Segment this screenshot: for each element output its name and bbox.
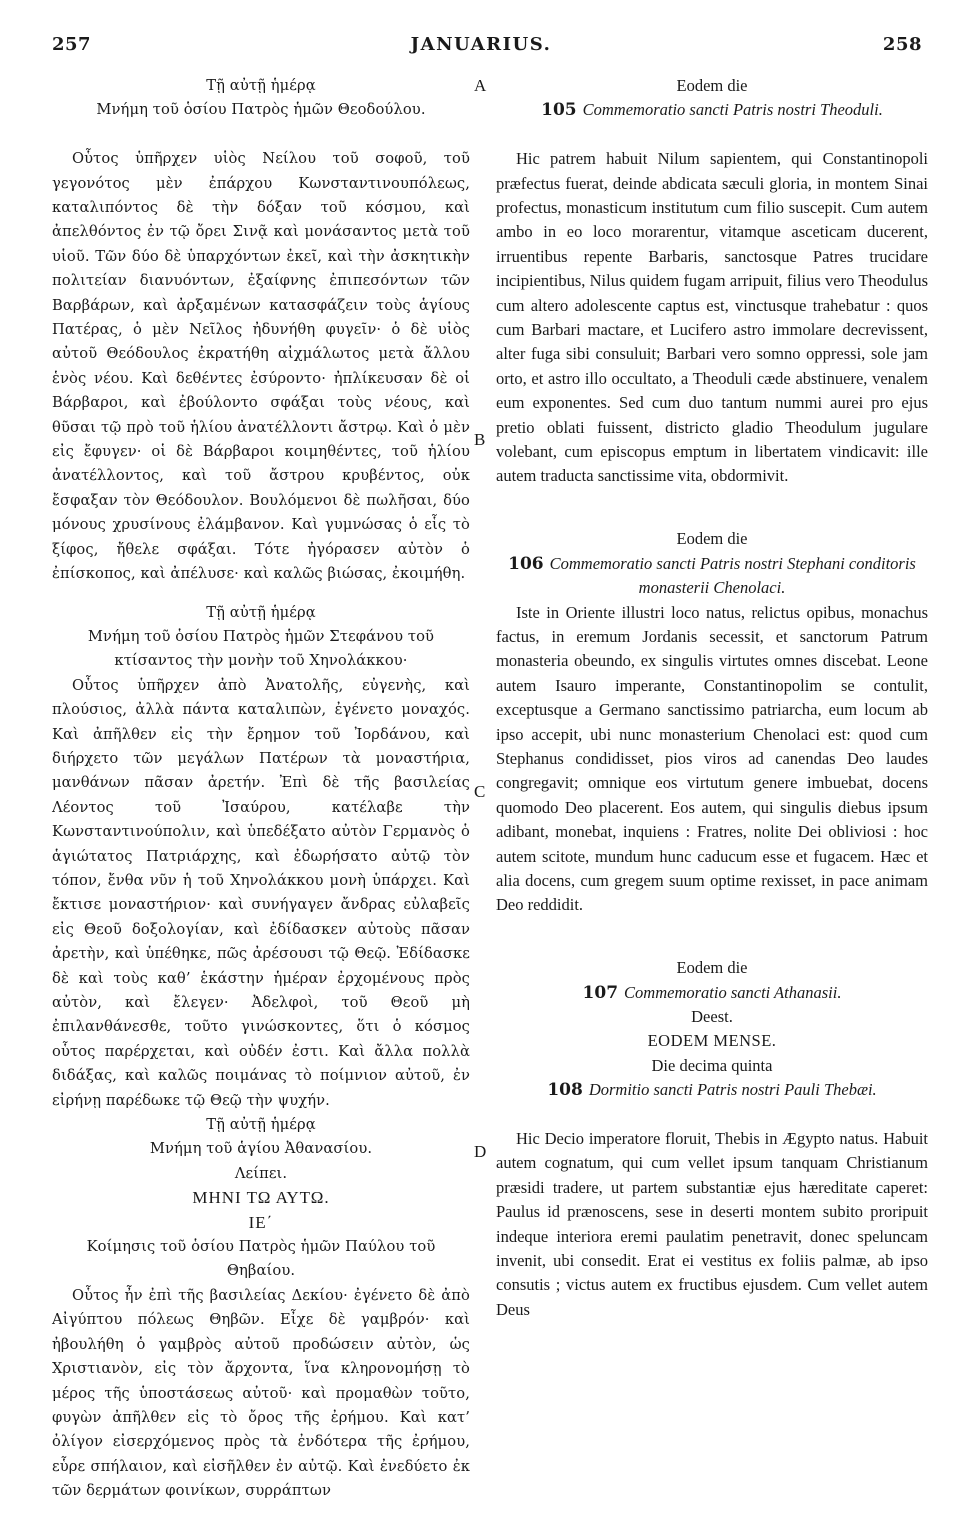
latin-s4-number: 108	[547, 1080, 583, 1101]
latin-s3-title-line	[496, 981, 928, 1005]
latin-s1-title-line	[496, 98, 928, 122]
latin-s1-number: 105	[541, 100, 577, 121]
latin-s4-title-line	[496, 1078, 928, 1102]
greek-s1-heading1: Τῇ αὐτῇ ἡμέρᾳ	[206, 77, 316, 94]
latin-s1-title: Commemoratio sancti Patris nostri Theoduli.	[582, 100, 883, 120]
latin-s1-heading: Eodem die	[676, 76, 748, 95]
latin-s4-body: Hic Decio imperatore floruit, Thebis in Ægypto natus. Habuit autem cognatum, qui cum vellet ipsum tanquam Christianum præsidi tradere, ut partem substantiæ ejus hæreditate caperet: Paulus id prænoscens, sese in deserti montem subito proripuit indeque interiora eremi paulatim penetravit, donec speluncam invenit, ubi consedit. Erat ei vestitus ex foliis palmæ, ab ipso consutis ; victus autem ex fructibus ejusdem. Cum vellet autem Deus	[496, 1129, 928, 1319]
greek-s3-deest: Λείπει.	[234, 1164, 288, 1182]
latin-s3-title: Commemoratio sancti Athanasii.	[624, 982, 842, 1002]
greek-column	[52, 74, 470, 1504]
latin-column	[496, 74, 928, 1322]
margin-letter-d: D	[474, 1142, 487, 1161]
latin-s3-deest: Deest.	[691, 1006, 733, 1026]
greek-s1-heading2: Μνήμη τοῦ ὁσίου Πατρὸς ἡμῶν Θεοδούλου.	[96, 101, 426, 119]
greek-s1-body: Οὗτος ὑπῆρχεν υἱὸς Νείλου τοῦ σοφοῦ, τοῦ γεγονότος μὲν ἐπάρχου Κωνσταντινουπόλεως, καταλιπόντος δὲ τὴν δόξαν τοῦ κόσμου, καὶ ἀπελθόντος ἐν τῷ ὄρει Σινᾷ καὶ μονάσαντος μετὰ τοῦ υἱοῦ. Τῶν δύο δὲ ὑπαρχόντων ἐκεῖ, καὶ τὴν ἀσκητικὴν πολιτείαν διανυόντων, ἐξαίφνης ἐπιπεσόντων τῶν Βαρβάρων, καὶ ἀρξαμένων κατασφάζειν τοὺς ἁγίους Πατέρας, ὁ μὲν Νεῖλος ἠδυνήθη φυγεῖν· ὁ δὲ υἱὸς αὐτοῦ Θεόδουλος ἐκρατήθη αἰχμάλωτος μετὰ ἄλλου ἑνὸς νέου. Καὶ δεθέντες ἐσύροντο· ἠπλίκευσαν δὲ οἱ Βάρβαροι, καὶ ἐβούλοντο σφάξαι τοὺς νέους, καὶ θῦσαι τῷ πρὸ τοῦ ἡλίου ἀνατέλλοντι ἄστρῳ. Καὶ ὁ μὲν εἰς ἔφυγεν· οἱ δὲ Βάρβαροι κοιμηθέντες, τοῦ ἡλίου ἀνατέλλοντος, καὶ τοῦ ἄστρου κρυβέντος, οὐκ ἔσφαξαν τὸν Θεόδουλον. Βουλόμενοι δὲ πωλῆσαι, δύο μόνους χρυσίνους ἐλάμβανον. Καὶ γυμνώσας ὁ εἷς τὸ ξίφος, ἤθελε σφάξαι. Τότε ἠγόρασεν αὐτὸν ὁ ἐπίσκοπος, καὶ ἀπέλυσε· καὶ καλῶς βιώσας, ἐκοιμήθη.	[52, 150, 470, 583]
margin-letter-b: B	[474, 430, 486, 449]
latin-s1-body: Hic patrem habuit Nilum sapientem, qui Constantinopoli præfectus fuerat, deinde abdicata sæculi gloria, in montem Sinai profectus, monasticum institutum cum filio suscepit. Cum autem ambo in eo loco morarentur, vitamque asceticam ducerent, irruentibus repente Barbaris, sanctosque Patres trucidare incipientibus, Nilus quidem fugam arripuit, filius vero Theodulus cum altero adolescente captus est, vinctusque trahebatur : quos cum Barbari mactare, et Lucifero astro immolare decrevissent, alter fuga sibi consuluit; Barbari vero somno oppressi, sole jam orto, et astro illo occultato, a Theoduli cæde abstinuere, venalem eum exponentes. Sed cum duo tantum nummi aurei pro ejus pretio oblati fuissent, districto gladio Theodulum jugulare volebant, cum episcopus emptum in libertatem vindicavit: ille autem traducta sanctissime vita, obdormivit.	[496, 149, 928, 486]
greek-s4-heading: Κοίμησις τοῦ ὁσίου Πατρὸς ἡμῶν Παύλου τοῦ Θηβαίου.	[86, 1238, 436, 1280]
greek-s3-heading2: Μνήμη τοῦ ἁγίου Ἀθανασίου.	[149, 1140, 373, 1158]
margin-letter-a: A	[474, 76, 487, 95]
greek-s4-body: Οὗτος ἦν ἐπὶ τῆς βασιλείας Δεκίου· ἐγένετο δὲ ἀπὸ Αἰγύπτου πόλεως Θηβῶν. Εἶχε δὲ γαμβρόν· καὶ ἠβουλήθη ὁ γαμβρὸς αὐτοῦ προδώσειν αὐτὸν, ὡς Χριστιανὸν, εἰς τὸν ἄρχοντα, ἵνα κληρονομήσῃ τὸ μέρος τῆς ὑποστάσεως αὐτοῦ· καὶ προμαθὼν τοῦτο, φυγὼν ἀπῆλθεν εἰς τὸ ὄρος τῆς ἐρήμου. Καὶ κατ’ ὀλίγον εἰσερχόμενος πρὸς τὰ ἐνδότερα τῆς ἐρήμου, εὗρε σπήλαιον, καὶ εἰσῆλθεν ἐν αὐτῷ. Καὶ ἐνεδύετο ἐκ τῶν δερμάτων φοινίκων, συρράπτων	[52, 1286, 470, 1500]
greek-month: ΜΗΝΙ ΤΩ ΑΥΤΩ.	[192, 1188, 330, 1208]
latin-s3-number: 107	[582, 982, 619, 1003]
latin-s2-heading: Eodem die	[676, 529, 748, 549]
greek-s3-heading1: Τῇ αὐτῇ ἡμέρᾳ	[206, 1116, 316, 1134]
left-page-number: 257	[52, 34, 92, 55]
greek-s2-heading1: Τῇ αὐτῇ ἡμέρᾳ	[206, 603, 316, 621]
latin-s3-heading: Eodem die	[676, 958, 748, 978]
latin-month: EODEM MENSE.	[647, 1031, 777, 1051]
latin-s2-title: Commemoratio sancti Patris nostri Stephani conditoris monasterii Chenolaci.	[549, 553, 916, 598]
latin-s4-title: Dormitio sancti Patris nostri Pauli Thebæi.	[588, 1080, 877, 1100]
latin-day: Die decima quinta	[651, 1055, 773, 1075]
greek-s2-heading2: Μνήμη τοῦ ὁσίου Πατρὸς ἡμῶν Στεφάνου τοῦ κτίσαντος τὴν μονὴν τοῦ Χηνολάκκου·	[87, 627, 435, 670]
latin-s2-body: Iste in Oriente illustri loco natus, relictus opibus, monachus factus, in eremum Jordanis secessit, et sanctorum Patrum monasteria obeundo, ex singulis virtutes omnes discebat. Leone autem Isauro imperante, Constantinopolim se contulit, exceptusque a Germano sanctissimo patriarcha, eum locum ab ipso accepit, ubi nunc monasterium Chenolaci est: quod cum Stephanus condidisset, pios viros ad canendas Deo laudes congregavit; omnique eos virtutum genere imbuebat, docens quomodo Deo placerent. Eos autem, qui singulis diebus ipsum adibant, monebat, inquiens : Fratres, nolite Dei obliviosi : hoc autem scitote, mundum hunc caducum esse et fugacem. Hæc et alia docens, cum gregem suum optime rexisset, in pace animam Deo reddidit.	[496, 602, 928, 915]
margin-letter-c: C	[474, 782, 486, 801]
right-page-number: 258	[882, 34, 922, 55]
latin-s2-number: 106	[508, 553, 544, 574]
greek-s2-body: Οὗτος ὑπῆρχεν ἀπὸ Ἀνατολῆς, εὐγενὴς, καὶ πλούσιος, ἀλλὰ πάντα καταλιπὼν, ἐγένετο μοναχός. Καὶ ἀπῆλθεν εἰς τὴν ἔρημον τοῦ Ἰορδάνου, καὶ διήρχετο τῶν μεγάλων Πατέρων τὰ μοναστήρια, μανθάνων πᾶσαν ἀρετήν. Ἐπὶ δὲ τῆς βασιλείας Λέοντος τοῦ Ἰσαύρου, κατέλαβε τὴν Κωνσταντινούπολιν, καὶ ὑπεδέξατο αὐτὸν Γερμανὸς ὁ ἁγιώτατος Πατριάρχης, καὶ ἐδωρήσατο αὐτῷ τὸν τόπον, ἔνθα νῦν ἡ τοῦ Χηνολάκκου μονὴ ὑπάρχει. Καὶ ἔκτισε μοναστήριον· καὶ συνήγαγεν ἄνδρας εὐλαβεῖς εἰς Θεοῦ δοξολογίαν, καὶ ἐδίδασκεν αὐτοὺς πᾶσαν ἀρετὴν, καὶ ὑπέθηκε, πῶς ἀρέσουσι τῷ Θεῷ. Ἐδίδασκε δὲ καὶ τοὺς καθ’ ἑκάστην ἡμέραν ἐρχομένους πρὸς αὐτὸν, καὶ ἔλεγεν· Ἀδελφοὶ, τοῦ Θεοῦ μὴ ἐπιλανθάνεσθε, τοῦτο γινώσκοντες, ὅτι ὁ κόσμος οὗτος παρέρχεται, καὶ οὐδέν ἐστι. Καὶ ἄλλα πολλὰ διδάξας, καὶ καλῶς ποιμάνας τὸ ποίμνιον αὐτοῦ, ἐν εἰρήνῃ παρέδωκε τῷ Θεῷ τὴν ψυχήν.	[52, 676, 470, 1109]
latin-s2-title-line	[496, 552, 928, 601]
running-title: JANUARIUS.	[410, 34, 552, 55]
greek-day: ΙΕ΄	[248, 1212, 274, 1232]
